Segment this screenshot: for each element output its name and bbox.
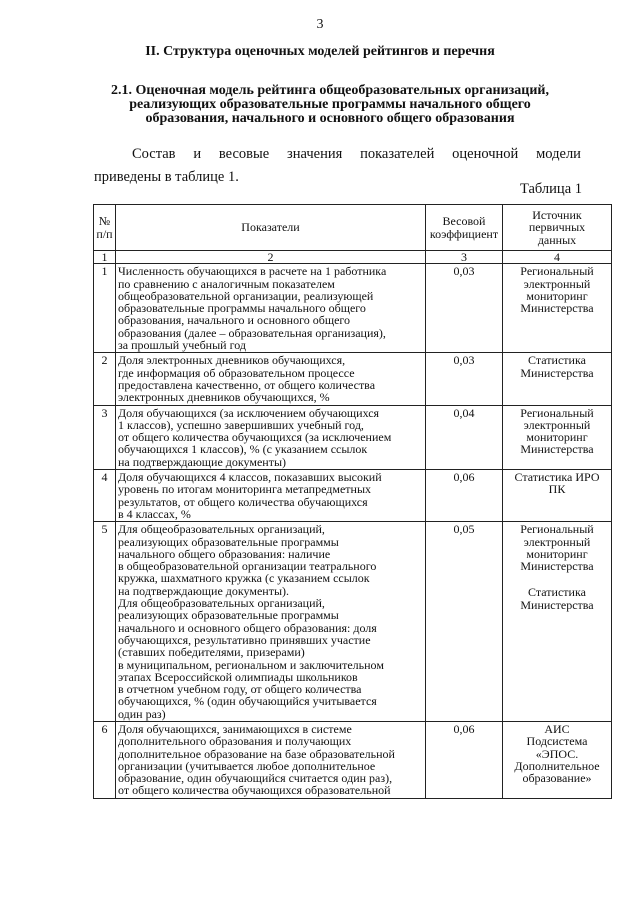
- weight-value: 0,06: [426, 721, 503, 798]
- indicator-text: Доля обучающихся, занимающихся в системе дополнительного образования и получающих дополнительное образование на базе образовательной организации (учитывается любое дополнительное образование, один обучающийся считается один раз), от общего количества обучающихся образовательной: [116, 721, 426, 798]
- row-number: 6: [94, 721, 116, 798]
- row-number: 5: [94, 522, 116, 722]
- intro-word: весовые: [218, 146, 270, 162]
- header-source: Источник первичных данных: [503, 205, 612, 251]
- intro-word: и: [193, 146, 202, 162]
- intro-word: показателей: [360, 146, 435, 162]
- subsection-title-line: 2.1. Оценочная модель рейтинга общеобразовательных организаций,: [110, 83, 549, 98]
- intro-word: модели: [536, 146, 581, 162]
- table-row: [94, 470, 612, 522]
- table-row: [94, 405, 612, 469]
- page-number: 3: [316, 17, 324, 32]
- table-row: [94, 353, 612, 405]
- indicators-table: [93, 204, 612, 799]
- data-source: АИС Подсистема «ЭПОС. Дополнительное образование»: [503, 721, 612, 798]
- data-source: Статистика Министерства: [503, 353, 612, 405]
- intro-line: [94, 143, 581, 166]
- indicator-text: Численность обучающихся в расчете на 1 работника по сравнению с аналогичным показателем общеобразовательной организации, реализующей образовательные программы начального общего образования, начального и основного общего образования (далее – образовательная организация), за прошлый учебный год: [116, 264, 426, 353]
- table-row: [94, 264, 612, 353]
- column-number-row: [94, 251, 612, 264]
- weight-value: 0,05: [426, 522, 503, 722]
- header-indicators: Показатели: [116, 205, 426, 251]
- table-header-row: [94, 205, 612, 251]
- column-number: 2: [116, 251, 426, 264]
- weight-value: 0,06: [426, 470, 503, 522]
- data-source: Региональный электронный мониторинг Министерства Статистика Министерства: [503, 522, 612, 722]
- table-caption: Таблица 1: [519, 181, 582, 197]
- indicator-text: Доля обучающихся 4 классов, показавших высокий уровень по итогам мониторинга метапредметных результатов, от общего количества обучающихся в 4 классах, %: [116, 470, 426, 522]
- intro-word: Состав: [132, 146, 176, 162]
- row-number: 1: [94, 264, 116, 353]
- weight-value: 0,03: [426, 353, 503, 405]
- intro-line: приведены в таблице 1.: [94, 169, 239, 185]
- column-number: 4: [503, 251, 612, 264]
- header-weight: Весовой коэффициент: [426, 205, 503, 251]
- table-row: [94, 721, 612, 798]
- subsection-title-line: реализующих образовательные программы начального общего: [129, 97, 531, 112]
- intro-word: оценочной: [452, 146, 519, 162]
- indicator-text: Доля электронных дневников обучающихся, где информация об образовательном процессе предоставлена качественно, от общего количества электронных дневников обучающихся, %: [116, 353, 426, 405]
- data-source: Статистика ИРО ПК: [503, 470, 612, 522]
- row-number: 4: [94, 470, 116, 522]
- weight-value: 0,03: [426, 264, 503, 353]
- indicator-text: Для общеобразовательных организаций, реализующих образовательные программы начального общего образования: наличие в общеобразовательной организации театрального кружка, шахматного кружка (с указанием ссылок на подтверждающие документы). Для общеобразовательных организаций, реализующих образовательные программы начального и основного общего образования: доля обучающихся, результативно принявших участие (ставших победителями, призерами) в муниципальном, региональном и заключительном этапах Всероссийской олимпиады школьников в отчетном учебном году, от общего количества обучающихся, % (один обучающийся учитывается один раз): [116, 522, 426, 722]
- section-title: II. Структура оценочных моделей рейтингов и перечня: [145, 44, 495, 59]
- row-number: 3: [94, 405, 116, 469]
- indicator-text: Доля обучающихся (за исключением обучающихся 1 классов), успешно завершивших учебный год, от общего количества обучающихся (за исключением обучающихся 1 классов), % (с указанием ссылок на подтверждающие документы): [116, 405, 426, 469]
- weight-value: 0,04: [426, 405, 503, 469]
- column-number: 3: [426, 251, 503, 264]
- data-source: Региональный электронный мониторинг Министерства: [503, 264, 612, 353]
- data-source: Региональный электронный мониторинг Министерства: [503, 405, 612, 469]
- column-number: 1: [94, 251, 116, 264]
- intro-word: значения: [287, 146, 343, 162]
- subsection-title: [60, 84, 600, 126]
- row-number: 2: [94, 353, 116, 405]
- table-row: [94, 522, 612, 722]
- subsection-title-line: образования, начального и основного общего образования: [145, 111, 515, 126]
- header-num: № п/п: [94, 205, 116, 251]
